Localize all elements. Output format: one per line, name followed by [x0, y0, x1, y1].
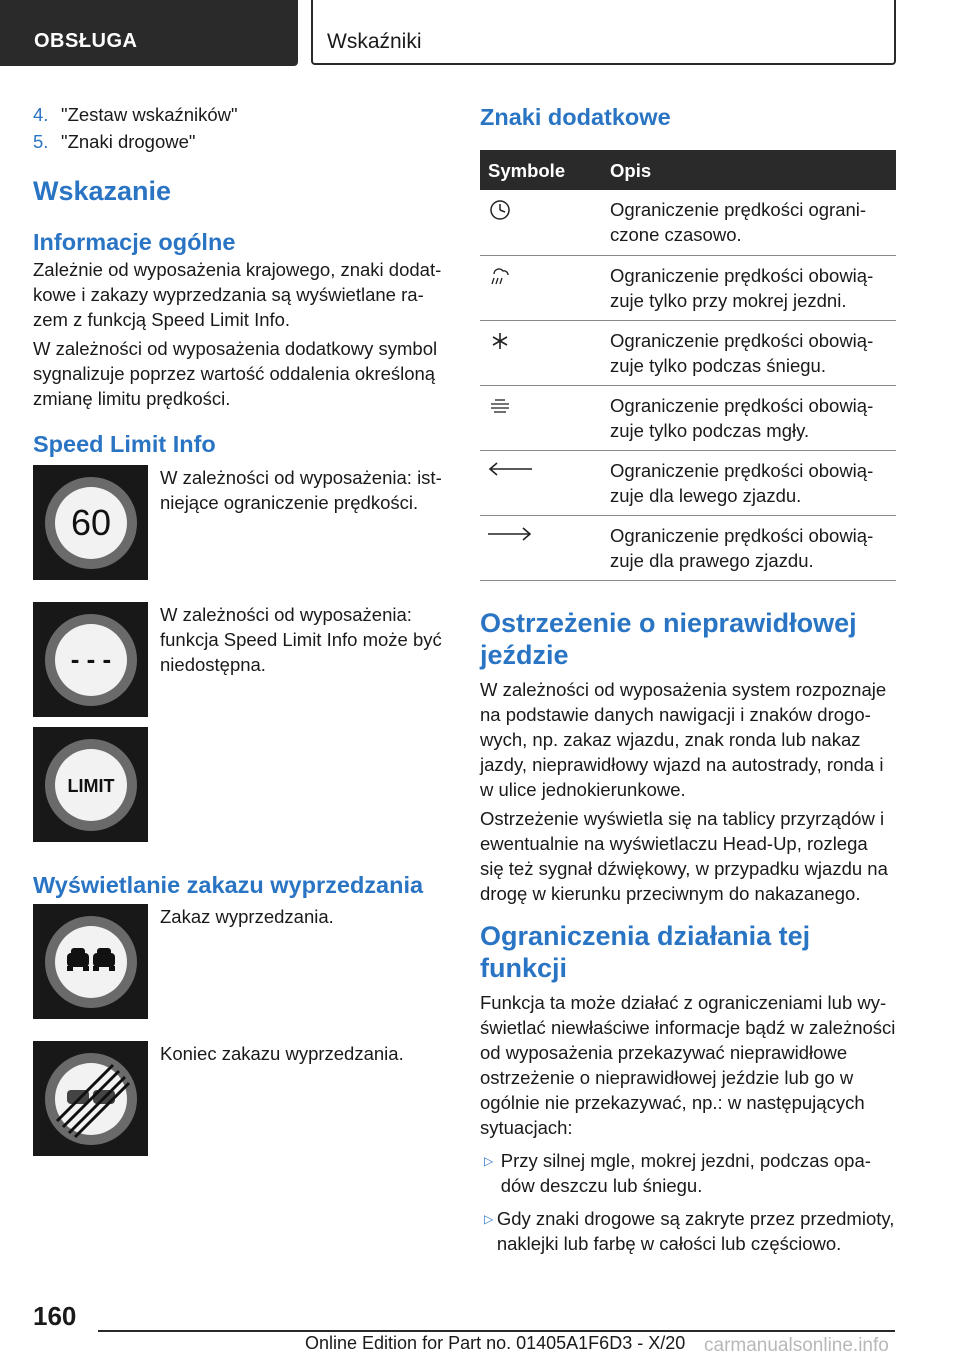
- no-info-sign-row: [33, 602, 448, 717]
- paragraph: Ostrzeżenie wyświetla się na tablicy przyrządów i ewentualnie na wyświetlaczu Head-Up, rozlega się też sygnał dźwiękowy, w przypadku wjazdu na drogę w kierunku przeciwnym do nakazanego.: [480, 807, 888, 904]
- section-tab: [0, 0, 298, 66]
- limit-sign-image: [33, 727, 148, 842]
- watermark: carmanualsonline.info: [704, 1335, 889, 1356]
- list-item: [33, 129, 448, 154]
- symbol-cell: [480, 515, 604, 580]
- sign-limit-label: LIMIT: [67, 776, 115, 796]
- heading-limitations: Ograniczenia działania tej funkcji: [480, 920, 811, 983]
- bullet-triangle-icon: ▷: [484, 1153, 494, 1168]
- table-row: [480, 320, 896, 385]
- extra-signs-table: [480, 150, 896, 581]
- end-no-overtaking-row: [33, 1041, 448, 1156]
- description-cell: Ograniczenie prędkości obowiązuje dla lewego zjazdu.: [604, 450, 896, 515]
- list-number: 5.: [33, 131, 49, 152]
- column-header-description: Opis: [604, 150, 896, 190]
- symbol-cell: [480, 190, 604, 255]
- list-number: 4.: [33, 104, 49, 125]
- arrow-right-icon: [486, 522, 534, 550]
- paragraph: W zależności od wyposażenia dodatkowy symbol sygnalizuje poprzez wartość oddalenia określoną zmianę limitu prędkości.: [33, 338, 438, 409]
- description-cell: Ograniczenie prędkości ograniczone czasowo.: [604, 190, 896, 255]
- description-cell: Ograniczenie prędkości obowiązuje tylko przy mokrej jezdni.: [604, 255, 896, 320]
- list-item: [33, 102, 448, 127]
- no-overtaking-text: Zakaz wyprzedzania.: [160, 906, 334, 927]
- no-info-sign-text: W zależności od wyposażenia: funkcja Speed Limit Info może być niedostępna.: [160, 604, 442, 675]
- symbol-cell: [480, 320, 604, 385]
- table-row: [480, 255, 896, 320]
- left-column: [33, 102, 448, 1156]
- heading-overtaking: Wyświetlanie zakazu wyprzedzania: [33, 872, 424, 898]
- table-row: [480, 450, 896, 515]
- description-cell: Ograniczenie prędkości obowiązuje tylko podczas mgły.: [604, 385, 896, 450]
- list-text: "Zestaw wskaźników": [61, 104, 238, 125]
- table-row: [480, 385, 896, 450]
- chapter-tab: [311, 0, 896, 65]
- heading-speed-limit-info: Speed Limit Info: [33, 431, 216, 457]
- numbered-list: [33, 102, 448, 154]
- bullet-list: [480, 1148, 896, 1256]
- clock-icon: [486, 196, 514, 224]
- list-text: "Znaki drogowe": [61, 131, 196, 152]
- heading-wskazanie: Wskazanie: [33, 176, 172, 206]
- no-overtaking-image: [33, 904, 148, 1019]
- table-row: [480, 190, 896, 255]
- sign-60-label: 60: [70, 502, 112, 543]
- heading-wrong-way: Ostrzeżenie o nieprawidłowej jeździe: [480, 607, 857, 670]
- heading-extra-signs: Znaki dodatkowe: [480, 104, 671, 130]
- page-number: 160: [33, 1301, 77, 1331]
- column-header-symbols: Symbole: [480, 150, 604, 190]
- heading-general-info: Informacje ogólne: [33, 229, 236, 255]
- snowflake-icon: [486, 327, 514, 355]
- description-cell: Ograniczenie prędkości obowiązuje tylko podczas śniegu.: [604, 320, 896, 385]
- table-header-row: [480, 150, 896, 190]
- footer-divider: [98, 1330, 895, 1332]
- speed-sign-text: W zależności od wyposażenia: istniejące ograniczenie prędkości.: [160, 467, 442, 513]
- edition-info: Online Edition for Part no. 01405A1F6D3 - X/20: [305, 1333, 686, 1353]
- speed-limit-60-image: [33, 465, 148, 580]
- no-overtaking-row: [33, 904, 448, 1019]
- rain-icon: [486, 262, 514, 290]
- paragraph: Zależnie od wyposażenia krajowego, znaki dodatkowe i zakazy wyprzedzania są wyświetlane razem z funkcją Speed Limit Info.: [33, 259, 442, 330]
- bullet-triangle-icon: ▷: [484, 1211, 494, 1226]
- list-item: [480, 1148, 896, 1198]
- paragraph: Funkcja ta może działać z ograniczeniami lub wyświetlać niewłaściwe informacje bądź w zależności od wyposażenia przekazywać nieprawidłowe ostrzeżenie o nieprawidłowej jeździe lub go w ogólnie nie przekazywać, np.: w następujących sytuacjach:: [480, 991, 896, 1138]
- symbol-cell: [480, 385, 604, 450]
- symbol-cell: [480, 450, 604, 515]
- symbol-cell: [480, 255, 604, 320]
- sign-dashes-label: - - -: [70, 644, 112, 674]
- speed-sign-row: [33, 465, 448, 580]
- section-title: OBSŁUGA: [34, 30, 138, 52]
- table-row: [480, 515, 896, 580]
- paragraph: W zależności od wyposażenia system rozpoznaje na podstawie danych nawigacji i znaków drogowych, np. zakaz wjazdu, znak ronda lub nakaz jazdy, nieprawidłowy wjazd na autostrady, ronda i w ulice jednokierunkowe.: [480, 678, 887, 800]
- speed-limit-unavailable-image: [33, 602, 148, 717]
- limit-sign-row: [33, 727, 448, 842]
- end-no-overtaking-text: Koniec zakazu wyprzedzania.: [160, 1043, 404, 1064]
- list-item: [480, 1206, 896, 1256]
- right-column: [480, 102, 896, 1256]
- description-cell: Ograniczenie prędkości obowiązuje dla prawego zjazdu.: [604, 515, 896, 580]
- fog-icon: [486, 392, 514, 420]
- bullet-text: Przy silnej mgle, mokrej jezdni, podczas opadów deszczu lub śniegu.: [500, 1149, 871, 1196]
- chapter-title: Wskaźniki: [327, 30, 422, 53]
- end-no-overtaking-image: [33, 1041, 148, 1156]
- bullet-text: Gdy znaki drogowe są zakryte przez przedmioty, naklejki lub farbę w całości lub częściowo.: [496, 1207, 895, 1254]
- arrow-left-icon: [486, 457, 534, 485]
